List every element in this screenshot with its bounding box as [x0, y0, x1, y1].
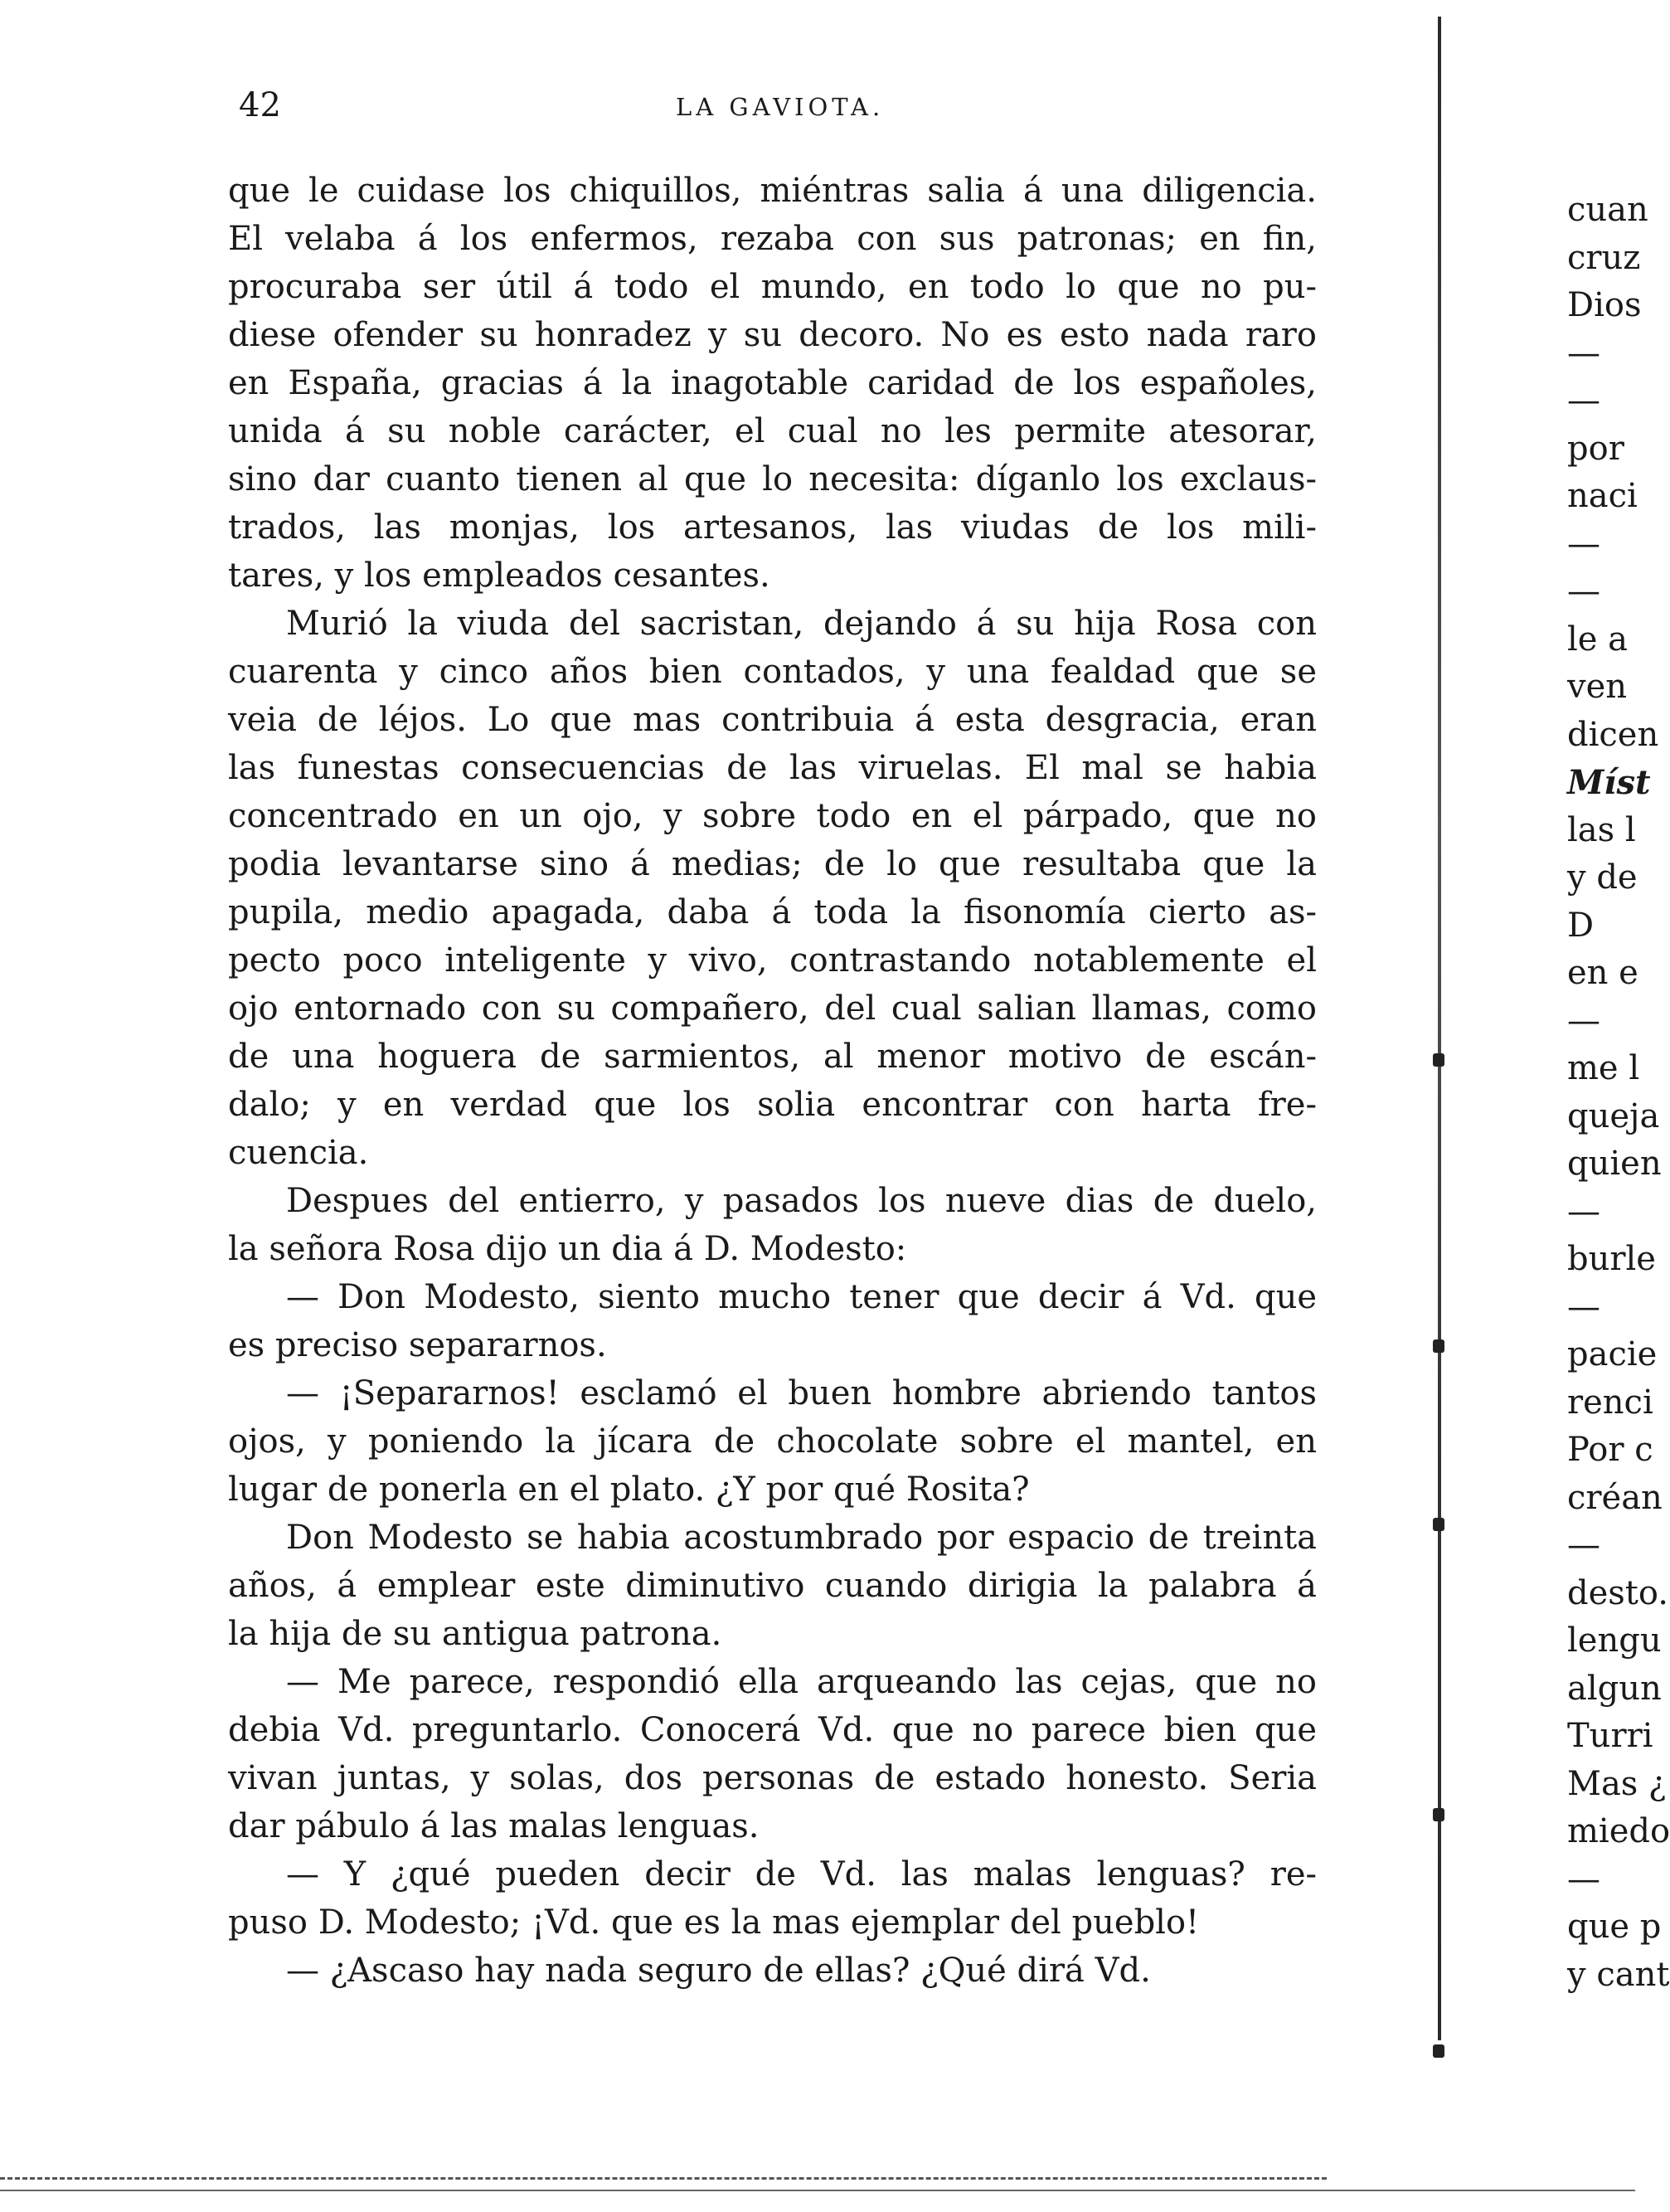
facing-page-fragment: —: [1567, 333, 1600, 372]
facing-page-fragment: —: [1567, 1526, 1600, 1564]
gutter-speck: [1433, 1518, 1444, 1531]
facing-page-fragment: y de: [1567, 858, 1638, 897]
text-line: El velaba á los enfermos, rezaba con sus patronas; en fin,: [228, 220, 1317, 258]
facing-page-fragment: desto.: [1567, 1573, 1668, 1612]
facing-page-fragment: Turri: [1567, 1717, 1653, 1755]
running-title: LA GAVIOTA.: [676, 93, 885, 121]
text-line: lugar de ponerla en el plato. ¿Y por qué Rosita?: [228, 1471, 1030, 1509]
text-line: unida á su noble carácter, el cual no les permite atesorar,: [228, 412, 1317, 450]
text-line: podia levantarse sino á medias; de lo que resultaba que la: [228, 845, 1317, 883]
text-line: ojos, y poniendo la jícara de chocolate sobre el mantel, en: [228, 1422, 1317, 1461]
text-line: es preciso separarnos.: [228, 1326, 607, 1364]
text-line: — ¡Separarnos! esclamó el buen hombre abriendo tantos: [286, 1374, 1317, 1412]
facing-page-fragment: Por c: [1567, 1431, 1653, 1469]
text-line: pecto poco inteligente y vivo, contrastando notablemente el: [228, 941, 1317, 980]
text-line: Despues del entierro, y pasados los nueve dias de duelo,: [286, 1182, 1317, 1220]
page-number: 42: [239, 86, 281, 124]
facing-page-fragment: que p: [1567, 1908, 1662, 1946]
text-line: diese ofender su honradez y su decoro. No es esto nada raro: [228, 316, 1317, 354]
facing-page-fragment: —: [1567, 1287, 1600, 1326]
gutter-speck: [1433, 1339, 1444, 1353]
page-gutter-edge: [1438, 17, 1441, 2040]
scan-edge-line: [0, 2177, 1327, 2180]
main-text-column: [228, 167, 1317, 1995]
text-line: que le cuidase los chiquillos, miéntras salia á una diligencia.: [228, 172, 1317, 210]
text-line: en España, gracias á la inagotable caridad de los españoles,: [228, 364, 1317, 402]
facing-page-fragment: quien: [1567, 1145, 1662, 1183]
text-line: Murió la viuda del sacristan, dejando á su hija Rosa con: [286, 605, 1317, 643]
facing-page-fragment: cruz: [1567, 238, 1641, 277]
facing-page-fragment: miedo: [1567, 1812, 1670, 1850]
text-line: Don Modesto se habia acostumbrado por espacio de treinta: [286, 1519, 1317, 1557]
text-line: veia de léjos. Lo que mas contribuia á esta desgracia, eran: [228, 701, 1317, 739]
facing-page-fragment: Mas ¿: [1567, 1764, 1667, 1803]
scan-edge-line: [0, 2190, 1635, 2191]
facing-page-fragment: —: [1567, 382, 1600, 420]
facing-page-fragment: —: [1567, 1001, 1600, 1040]
text-line: concentrado en un ojo, y sobre todo en el párpado, que no: [228, 797, 1317, 835]
facing-page-fragment: —: [1567, 572, 1600, 610]
text-line: la señora Rosa dijo un dia á D. Modesto:: [228, 1230, 907, 1268]
text-line: cuencia.: [228, 1134, 369, 1172]
text-line: años, á emplear este diminutivo cuando dirigia la palabra á: [228, 1567, 1317, 1605]
text-line: — ¿Ascaso hay nada seguro de ellas? ¿Qué dirá Vd.: [286, 1952, 1151, 1990]
text-line: la hija de su antigua patrona.: [228, 1615, 722, 1653]
facing-page-fragment: D: [1567, 906, 1595, 945]
text-line: ojo entornado con su compañero, del cual salian llamas, como: [228, 989, 1317, 1028]
facing-page-fragment: las l: [1567, 810, 1636, 849]
facing-page-fragment: queja: [1567, 1096, 1660, 1135]
facing-page-fragment: me l: [1567, 1049, 1640, 1087]
text-line: — Y ¿qué pueden decir de Vd. las malas lenguas? re-: [286, 1855, 1317, 1894]
facing-page-fragment: por: [1567, 429, 1624, 468]
facing-page-fragment: pacie: [1567, 1335, 1658, 1373]
text-line: pupila, medio apagada, daba á toda la fisonomía cierto as-: [228, 893, 1317, 931]
text-line: — Don Modesto, siento mucho tener que decir á Vd. que: [286, 1278, 1317, 1316]
facing-page-fragment: algun: [1567, 1669, 1662, 1708]
facing-page-fragment: —: [1567, 1860, 1600, 1898]
facing-page-fragment: créan: [1567, 1478, 1663, 1517]
facing-page-fragment: burle: [1567, 1240, 1656, 1278]
text-line: puso D. Modesto; ¡Vd. que es la mas ejemplar del pueblo!: [228, 1903, 1200, 1942]
facing-page-fragment: le a: [1567, 620, 1629, 659]
facing-page-fragment: naci: [1567, 477, 1638, 515]
text-line: sino dar cuanto tienen al que lo necesita: díganlo los exclaus-: [228, 460, 1317, 498]
gutter-speck: [1433, 1053, 1444, 1067]
text-line: procuraba ser útil á todo el mundo, en todo lo que no pu-: [228, 268, 1317, 306]
text-line: tares, y los empleados cesantes.: [228, 557, 770, 595]
facing-page-fragment: —: [1567, 1192, 1600, 1231]
text-line: vivan juntas, y solas, dos personas de estado honesto. Seria: [228, 1759, 1317, 1797]
text-line: las funestas consecuencias de las viruelas. El mal se habia: [228, 749, 1317, 787]
facing-page-fragment: renci: [1567, 1383, 1653, 1422]
facing-page-fragment: cuan: [1567, 191, 1648, 229]
facing-page-fragment: —: [1567, 524, 1600, 563]
facing-page-fragment: y cant: [1567, 1955, 1670, 1994]
text-line: cuarenta y cinco años bien contados, y una fealdad que se: [228, 653, 1317, 691]
text-line: — Me parece, respondió ella arqueando las cejas, que no: [286, 1663, 1317, 1701]
text-line: dalo; y en verdad que los solia encontrar con harta fre-: [228, 1086, 1317, 1124]
facing-page-fragment: dicen: [1567, 715, 1659, 754]
facing-page-column: [1567, 187, 1670, 1999]
text-line: trados, las monjas, los artesanos, las viudas de los mili-: [228, 508, 1317, 547]
facing-page-fragment: ven: [1567, 668, 1628, 706]
gutter-speck: [1433, 2044, 1444, 2058]
facing-page-fragment: Dios: [1567, 286, 1642, 324]
facing-page-fragment: lengu: [1567, 1621, 1662, 1660]
text-line: de una hoguera de sarmientos, al menor motivo de escán-: [228, 1038, 1317, 1076]
gutter-speck: [1433, 1808, 1444, 1821]
text-line: dar pábulo á las malas lenguas.: [228, 1807, 760, 1845]
facing-page-fragment: Míst: [1567, 763, 1651, 802]
facing-page-fragment: en e: [1567, 954, 1638, 992]
text-line: debia Vd. preguntarlo. Conocerá Vd. que no parece bien que: [228, 1711, 1317, 1749]
